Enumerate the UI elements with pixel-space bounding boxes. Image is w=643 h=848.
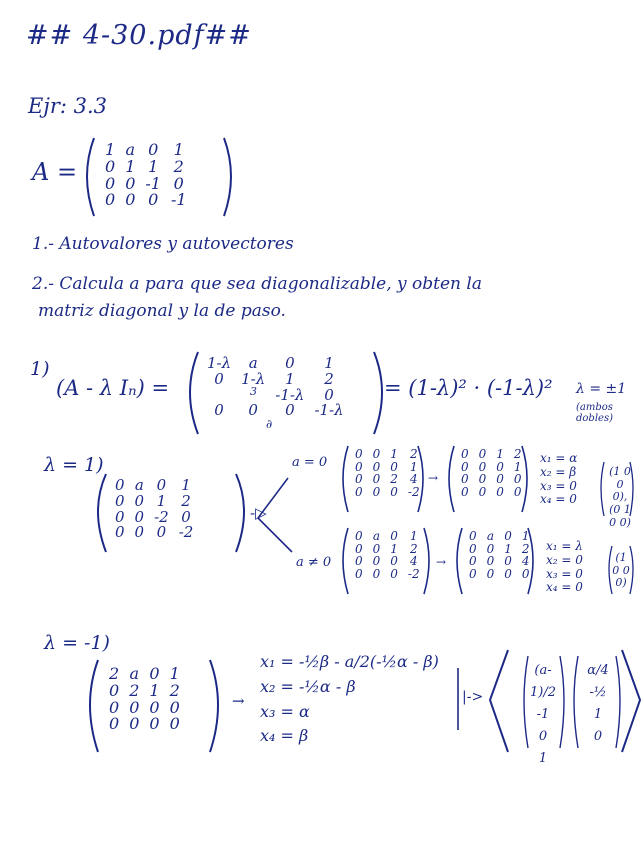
solution-line: x₁ = λ <box>546 539 583 553</box>
lambda1-matrix-cell: 0 <box>115 507 125 526</box>
step1-label: 1) <box>30 358 50 380</box>
char-matrix-cell: 0 <box>285 401 295 420</box>
matrix-a-cell: 0 <box>105 190 116 210</box>
case-not0-condition: a ≠ 0 <box>296 555 332 570</box>
case-a0-m2-cell: 0 <box>461 459 469 474</box>
case-not0-m2-row <box>464 568 535 581</box>
case-a0-m2-row <box>456 448 527 461</box>
lambda1-matrix-cell: 0 <box>156 476 167 494</box>
matrix-a-cell: 0 <box>148 190 159 210</box>
branch-down-line <box>258 518 292 552</box>
case-not0-m1-cell: 0 <box>355 529 363 543</box>
char-matrix-cell: a <box>248 354 258 372</box>
lambda-neg1-label: λ = -1) <box>44 632 110 654</box>
l1-matrix-left-paren <box>98 474 106 552</box>
solution-line: x₃ = 0 <box>540 478 577 493</box>
case-a0-arrow: → <box>428 471 439 485</box>
characteristic-polynomial: = (1-λ)² · (-1-λ)² <box>384 376 553 400</box>
case-not0-m1-cell: 0 <box>355 541 363 556</box>
solution-line: x₃ = 0 <box>546 566 583 581</box>
matrix-a-cell: 0 <box>148 140 159 159</box>
case-not0-solution <box>546 540 583 595</box>
case-a0-m2-cell: 0 <box>478 447 487 461</box>
case-not0-eigenvector: (1 0 0 0) <box>612 551 630 590</box>
lambda1-matrix-cell: 0 <box>134 507 145 526</box>
case-not0-m2-cell: a <box>486 529 495 543</box>
cofactor-note-2: ∂ <box>266 417 273 431</box>
vector-entry: 1 <box>593 707 603 723</box>
case-a0-m2-cell: 0 <box>478 472 487 487</box>
lambda1-arrow: -▷ <box>250 504 267 522</box>
case-a0-m1-cell: 4 <box>409 472 418 487</box>
lambda-neg1-matrix-cell: 0 <box>109 714 120 734</box>
case-not0-m1-row <box>350 568 425 581</box>
matrix-a-cell: 1 <box>125 156 136 176</box>
case-not0-m2-cell: 0 <box>504 529 512 543</box>
vector-entry: 0 <box>593 729 603 745</box>
lambda-neg1-matrix-cell: 0 <box>149 714 160 734</box>
case-a0-m2-cell: 0 <box>496 459 504 474</box>
lambda-neg1-matrix-cell: 0 <box>149 664 160 683</box>
lambda-neg1-matrix-cell: 1 <box>169 664 180 683</box>
char-matrix-cell: 0 <box>248 401 258 420</box>
lambda1-matrix-cell: 0 <box>134 491 145 510</box>
char-matrix-cell: -1-λ <box>314 401 344 420</box>
case-a0-m1-cell: 1 <box>390 447 398 461</box>
matrix-a-cell: 1 <box>173 140 184 159</box>
case-a0-solution <box>540 452 577 507</box>
case-a0-m1-row <box>350 448 425 461</box>
case-a0-m2-cell: 0 <box>496 472 504 487</box>
case-not0-m1-row <box>350 555 425 568</box>
lambda-neg1-matrix-cell: 0 <box>169 714 180 734</box>
case-a0-matrix-1 <box>350 448 425 498</box>
lambda-neg1-matrix-cell: 2 <box>129 680 140 700</box>
char-matrix-cell: 1 <box>285 369 295 388</box>
lambda1-matrix-cell: -2 <box>154 507 169 526</box>
lambda-neg1-matrix-cell: 2 <box>109 664 120 683</box>
case-not0-m2-cell: 0 <box>504 566 512 581</box>
case-not0-m2-cell: 0 <box>469 566 477 581</box>
matrix-a-row <box>100 192 192 209</box>
lambda1-matrix-cell: -2 <box>178 523 194 542</box>
case-a0-m1-cell: 0 <box>390 484 398 499</box>
case-a0-m2-cell: 0 <box>478 459 487 474</box>
matrix-a-cell: 1 <box>148 156 159 176</box>
lambda1-matrix-cell: 0 <box>115 523 125 542</box>
case-not0-m2-row <box>464 555 535 568</box>
case-a0-m2-cell: 0 <box>461 484 469 499</box>
case-a0-eigenvectors: (1 0 0 0), (0 1 0 0) <box>609 465 631 529</box>
case-not0-m2-cell: 4 <box>521 554 530 569</box>
vector-entry: 1 <box>538 751 548 767</box>
char-matrix-row <box>202 403 349 419</box>
char-matrix-cell: 0 <box>324 385 334 404</box>
case-not0-m1-cell: 1 <box>409 529 418 543</box>
exercise-label: Ejr: 3.3 <box>28 94 108 118</box>
eigenvalues-note: (ambos dobles) <box>576 402 613 424</box>
case-a0-m2-cell: 1 <box>496 447 504 461</box>
matrix-a-cell: 0 <box>105 173 116 193</box>
case-a0-m1-cell: 0 <box>390 459 398 474</box>
char-matrix-cell: 0 <box>214 369 224 388</box>
case-not0-m2-cell: 0 <box>469 541 477 556</box>
result-vector-2 <box>580 660 616 748</box>
case-not0-m1-cell: 0 <box>372 541 381 556</box>
solution-line: x₄ = 0 <box>546 580 583 595</box>
lambda1-matrix-cell: 1 <box>181 476 191 494</box>
case-not0-m1-cell: 0 <box>390 566 398 581</box>
page-title: ## 4-30.pdf## <box>26 20 252 51</box>
char-matrix-cell: 1 <box>324 354 334 372</box>
lambda-neg1-matrix-cell: 0 <box>149 697 160 717</box>
char-matrix-cell: 0 <box>214 401 224 420</box>
case-not0-m1-cell: 0 <box>355 554 363 569</box>
lambda1-matrix-cell: 0 <box>134 523 145 542</box>
l1-matrix-right-paren <box>236 474 244 552</box>
lambda-neg1-arrow: → <box>232 692 245 710</box>
solution-line: x₁ = α <box>540 451 578 465</box>
case-not0-m1-cell: 0 <box>390 554 398 569</box>
lambda1-matrix-cell: 0 <box>156 523 167 542</box>
char-matrix-cell: 0 <box>285 354 295 372</box>
lambda1-matrix-cell: 1 <box>156 491 167 510</box>
case-not0-m1-cell: 0 <box>390 529 398 543</box>
case-a0-m2-cell: 0 <box>496 484 504 499</box>
step1-lhs: (A - λ Iₙ) = <box>56 376 170 400</box>
lambda1-matrix-row <box>110 525 198 541</box>
matrix-a-cell: 0 <box>105 156 116 176</box>
case-a0-m2-cell: 0 <box>513 484 522 499</box>
result-vector-1 <box>526 660 560 770</box>
vector-entry: 0 <box>538 729 548 745</box>
lambda-neg1-matrix-cell: a <box>129 664 140 683</box>
lambda-neg1-matrix-cell: 1 <box>149 680 160 700</box>
matrix-a-cell: -1 <box>145 173 161 193</box>
case-not0-m2-cell: 0 <box>469 554 477 569</box>
case-a0-m2-row <box>456 486 527 499</box>
case-a0-condition: a = 0 <box>292 455 328 470</box>
matrix-a-cell: -1 <box>170 190 187 210</box>
case-not0-m2-cell: 0 <box>521 566 530 581</box>
case-a0-m1-row <box>350 486 425 499</box>
case-a0-m2-cell: 2 <box>513 447 522 461</box>
lambda1-matrix <box>110 478 198 541</box>
task-2-continued: matriz diagonal y la de paso. <box>38 301 286 321</box>
case-not0-m2-cell: 0 <box>486 566 495 581</box>
char-matrix-cell: 1-λ <box>241 369 266 388</box>
lambda-neg1-matrix-cell: 0 <box>109 680 120 700</box>
case-a0-m1-row <box>350 473 425 486</box>
lambda-neg1-matrix <box>104 666 185 733</box>
char-matrix-cell: 1-λ <box>207 354 232 372</box>
case-a0-m1-cell: -2 <box>407 484 420 499</box>
case-a0-m2-cell: 0 <box>478 484 487 499</box>
case-not0-m1-cell: a <box>372 529 381 543</box>
case-a0-m2-row <box>456 473 527 486</box>
lambda1-label: λ = 1) <box>44 454 104 476</box>
matrix-a <box>100 142 192 209</box>
lambda-neg1-matrix-cell: 0 <box>169 697 180 717</box>
solution-line: x₄ = 0 <box>540 492 577 507</box>
matrix-a-label: A = <box>32 158 78 186</box>
matrix-a-cell: 1 <box>105 140 116 159</box>
solution-line: x₂ = β <box>540 464 577 479</box>
matrix-a-left-paren <box>87 138 94 216</box>
case-not0-m2-cell: 0 <box>504 554 512 569</box>
matrix-a-cell: 0 <box>125 173 136 193</box>
lambda-neg1-matrix-cell: 0 <box>129 697 140 717</box>
vector-entry: α/4 <box>587 663 609 678</box>
char-matrix-right-paren <box>374 352 382 434</box>
task-1: 1.- Autovalores y autovectores <box>32 234 294 254</box>
case-a0-m1-cell: 0 <box>372 459 381 474</box>
char-matrix-cell: -1-λ <box>275 385 305 404</box>
matrix-a-cell: 2 <box>173 156 184 176</box>
case-not0-m1-cell: 0 <box>372 566 381 581</box>
vector-entry: (a-1)/2 <box>530 663 556 701</box>
case-a0-m1-cell: 1 <box>409 459 418 474</box>
case-not0-m1-cell: 1 <box>390 541 398 556</box>
case-a0-m1-cell: 2 <box>390 472 398 487</box>
case-not0-m1-cell: 0 <box>372 554 381 569</box>
matrix-a-cell: a <box>125 140 136 159</box>
case-a0-m1-cell: 0 <box>355 484 363 499</box>
characteristic-matrix <box>202 356 349 419</box>
lambda1-matrix-cell: a <box>134 476 144 494</box>
lambda-neg1-matrix-cell: 0 <box>109 697 120 717</box>
case-a0-m1-cell: 0 <box>372 484 381 499</box>
case-a0-m1-cell: 0 <box>355 472 363 487</box>
case-not0-m1-cell: 2 <box>409 541 418 556</box>
case-not0-m2-cell: 1 <box>521 529 530 543</box>
case-a0-m2-cell: 1 <box>513 459 522 474</box>
char-matrix-left-paren <box>190 352 198 434</box>
case-not0-m2-cell: 0 <box>469 529 477 543</box>
solution-line: x₂ = -½α - β <box>260 676 356 696</box>
case-a0-m1-cell: 2 <box>409 447 418 461</box>
lambda1-matrix-cell: 0 <box>115 491 125 510</box>
case-a0-m2-cell: 0 <box>513 472 522 487</box>
matrix-a-cell: 0 <box>125 190 136 210</box>
cofactor-note-1: 3 <box>250 385 257 398</box>
case-not0-matrix-1 <box>350 530 425 580</box>
char-matrix-cell: 2 <box>324 369 334 388</box>
case-a0-m1-cell: 0 <box>355 459 363 474</box>
case-a0-m2-cell: 0 <box>461 447 469 461</box>
solution-line: x₂ = 0 <box>546 552 583 567</box>
vector-entry: -½ <box>589 685 607 701</box>
case-not0-m2-cell: 0 <box>486 541 495 556</box>
lambda1-matrix-cell: 0 <box>181 507 191 526</box>
lambda-neg1-solution <box>260 650 439 749</box>
case-not0-arrow: → <box>436 555 447 569</box>
lambda-neg1-matrix-row <box>104 716 185 733</box>
lambda1-matrix-cell: 0 <box>115 476 125 494</box>
solution-line: x₃ = α <box>260 701 310 721</box>
case-not0-m2-cell: 2 <box>521 541 530 556</box>
case-not0-matrix-2 <box>464 530 535 580</box>
case-a0-m1-cell: 0 <box>355 447 363 461</box>
matrix-a-cell: 0 <box>173 173 184 193</box>
case-not0-m2-cell: 1 <box>504 541 512 556</box>
case-not0-m2-row <box>464 530 535 543</box>
lambda-neg1-matrix-cell: 2 <box>169 680 180 700</box>
case-not0-m2-cell: 0 <box>486 554 495 569</box>
lambda1-matrix-cell: 2 <box>181 491 191 510</box>
case-a0-m1-cell: 0 <box>372 447 381 461</box>
lambda-neg1-matrix-cell: 0 <box>129 714 140 734</box>
case-not0-m1-cell: 4 <box>409 554 418 569</box>
result-arrow: |-> <box>462 689 484 705</box>
eigenvalues: λ = ±1 <box>576 381 627 397</box>
case-a0-m1-cell: 0 <box>372 472 381 487</box>
case-not0-m1-cell: 0 <box>355 566 363 581</box>
solution-line: x₁ = -½β - a/2(-½α - β) <box>260 652 439 671</box>
matrix-a-right-paren <box>224 138 231 216</box>
case-not0-m1-row <box>350 530 425 543</box>
vector-entry: -1 <box>536 707 550 723</box>
task-2: 2.- Calcula a para que sea diagonalizable, y obten la <box>32 274 482 294</box>
case-a0-m2-cell: 0 <box>461 472 469 487</box>
solution-line: x₄ = β <box>260 726 309 746</box>
case-not0-m1-cell: -2 <box>407 566 420 581</box>
case-a0-matrix-2 <box>456 448 527 498</box>
